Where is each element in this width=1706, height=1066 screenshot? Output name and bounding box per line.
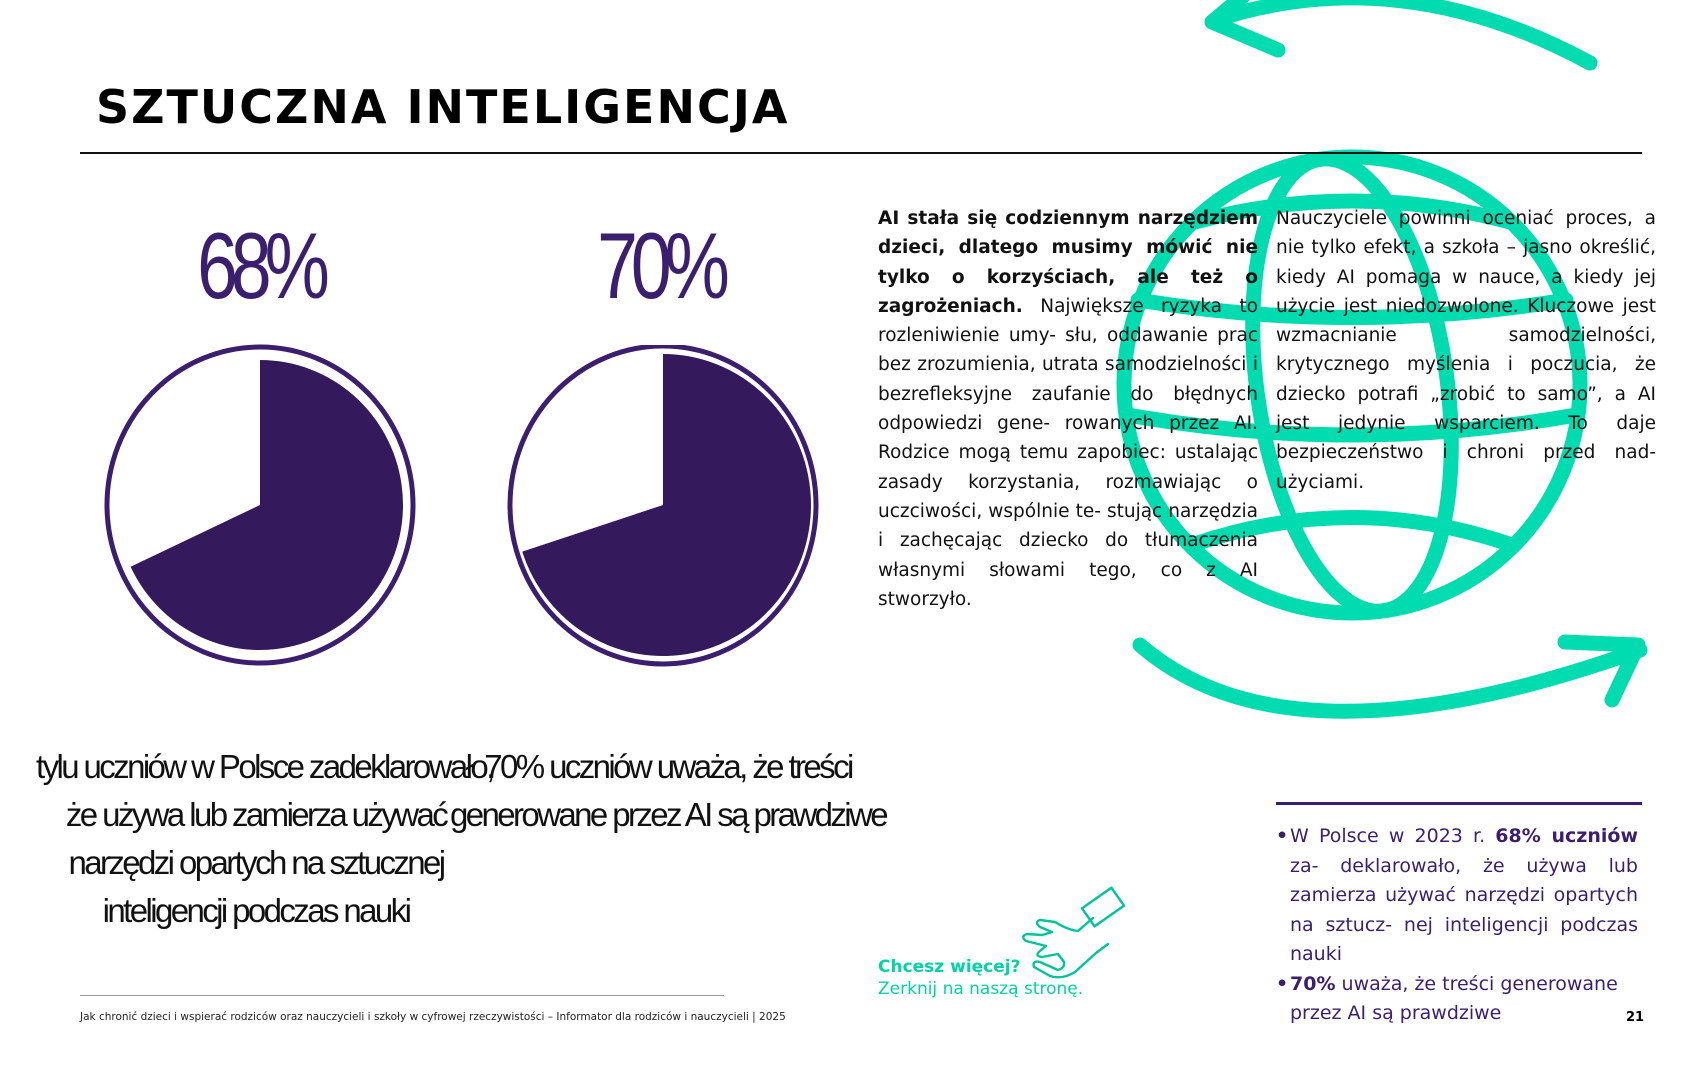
footer-text: Jak chronić dzieci i wspierać rodziców oraz nauczycieli i szkoły w cyfrowej rzeczywistości – Informator dla rodziców i nauczycieli | 2025 <box>80 1011 786 1023</box>
pie-chart-1 <box>100 340 420 670</box>
arrow-bottom-icon <box>1140 645 1640 711</box>
fact-highlight: 68% uczniów <box>1495 825 1638 847</box>
chart-1-caption-line: że używa lub zamierza używać <box>65 796 447 833</box>
page-number: 21 <box>1626 1010 1645 1025</box>
chart-2-value-label: 70% <box>597 213 723 318</box>
fact-highlight: 70% <box>1290 972 1336 995</box>
fact-text: uważa, że treści generowane przez AI są prawdziwe <box>1290 972 1618 1024</box>
footer-divider <box>80 995 724 996</box>
cta-link[interactable]: Zerknij na naszą stronę. <box>878 979 1084 999</box>
chart-2-caption-line: 70% uczniów uważa, że treści <box>484 748 852 785</box>
cta-block[interactable] <box>878 956 1083 1000</box>
chart-1-caption-line: narzędzi opartych na sztucznej <box>68 844 444 881</box>
bullet: • <box>1276 825 1289 847</box>
chart-1-value-label: 68% <box>197 213 323 318</box>
sidebar-divider <box>1276 802 1642 805</box>
chart-1-caption <box>36 743 493 935</box>
sidebar-facts <box>1276 822 1638 1029</box>
article-column-right: Nauczyciele powinni oceniać proces, a nie tylko efekt, a szkoła – jasno określić, kiedy AI pomaga w nauce, a kiedy jej użycie jest niedozwolone. Kluczowe jest wzmacnianie samodzielności, krytycznego myślenia i poczucia, że dziecko potrafi „zrobić to samo”, a AI jest jedynie wsparciem. To daje bezpieczeństwo i chroni przed nad- użyciami. <box>1276 208 1656 493</box>
pie-chart-2 <box>503 345 823 675</box>
fact-text: W Polsce w 2023 r. <box>1290 825 1496 847</box>
chart-1-caption-line: tylu uczniów w Polsce zadeklarowało, <box>36 748 493 785</box>
article-lead: AI stała się codziennym narzędziem dzieci, dlatego musimy mówić nie tylko o korzyściach, ale też o zagrożeniach. <box>878 208 1258 317</box>
page-title: SZTUCZNA INTELIGENCJA <box>96 80 790 134</box>
title-divider <box>80 152 1642 154</box>
fact-text: za- deklarowało, że używa lub zamierza używać narzędzi opartych na sztucz- nej inteligencji podczas nauki <box>1290 854 1638 965</box>
chart-2-caption <box>448 743 888 839</box>
article-left-body: Największe ryzyka to rozleniwienie umy- słu, oddawanie prac bez zrozumienia, utrata samodzielności i bezrefleksyjne zaufanie do błędnych odpowiedzi gene- rowanych przez AI. Rodzice mogą temu zapobiec: ustalając zasady korzystania, rozmawiając o uczciwości, wspólnie te- stując narzędzia i zachęcając dziecko do tłumaczenia własnymi słowami tego, co z AI stworzyło. <box>878 295 1258 610</box>
chart-2-caption-line: generowane przez AI są prawdziwe <box>450 796 886 833</box>
cta-question: Chcesz więcej? <box>878 957 1021 977</box>
bullet: • <box>1276 972 1289 995</box>
chart-1-caption-line: inteligencji podczas nauki <box>102 892 410 929</box>
list-item <box>1276 822 1638 970</box>
article-column-left <box>878 204 1258 614</box>
list-item <box>1276 970 1638 1029</box>
